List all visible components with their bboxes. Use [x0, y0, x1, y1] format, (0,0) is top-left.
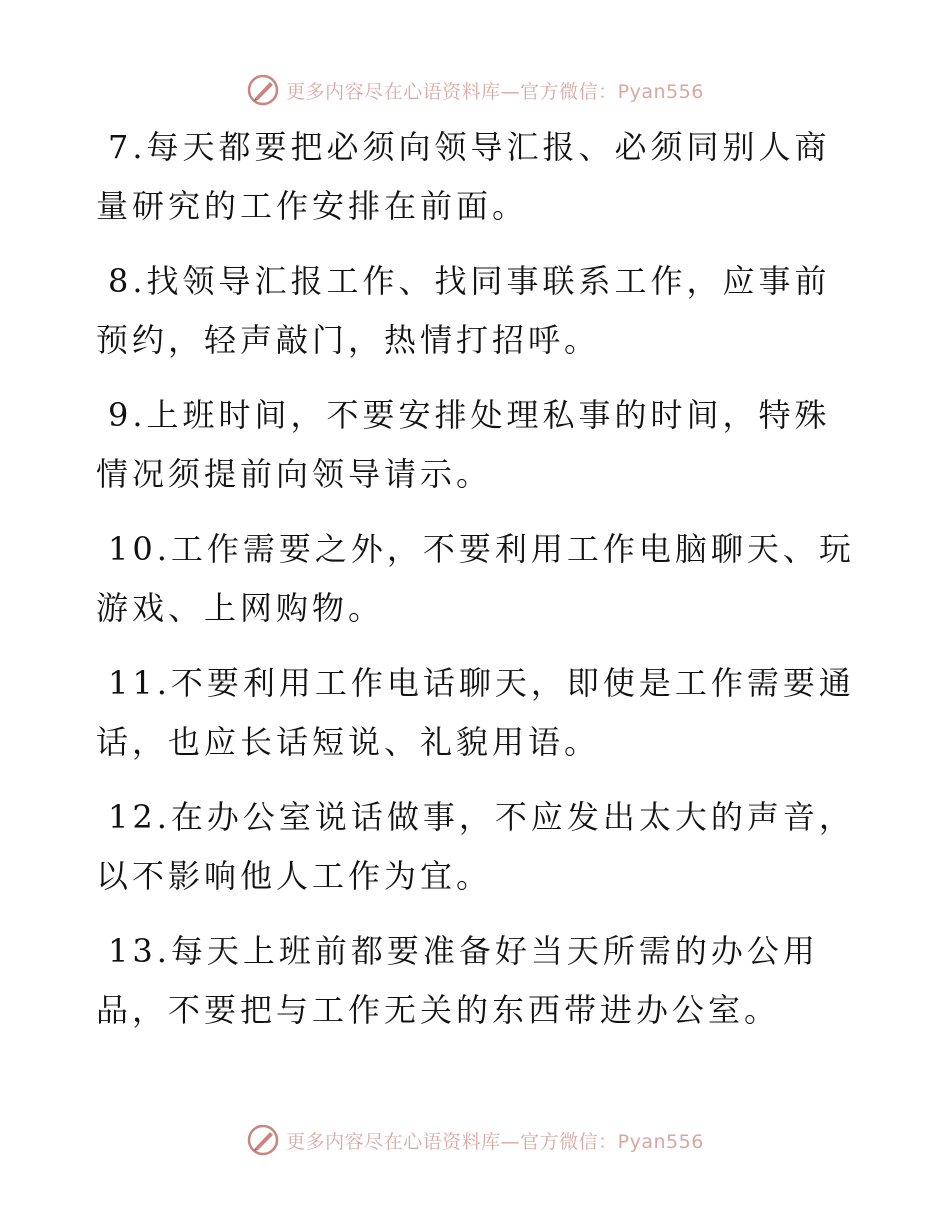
rule-item-8: 8.找领导汇报工作、找同事联系工作，应事前预约，轻声敲门，热情打招呼。 — [96, 262, 831, 359]
watermark-text: 更多内容尽在心语资料库—官方微信：Pyan556 — [286, 1130, 704, 1153]
rule-item-9: 9.上班时间，不要安排处理私事的时间，特殊情况须提前向领导请示。 — [96, 396, 831, 493]
rule-item-7: 7.每天都要把必须向领导汇报、必须同别人商量研究的工作安排在前面。 — [96, 128, 831, 225]
rule-item-13: 13.每天上班前都要准备好当天所需的办公用品，不要把与工作无关的东西带进办公室。 — [96, 932, 819, 1029]
footer-watermark — [0, 1120, 950, 1160]
rule-item-12: 12.在办公室说话做事，不应发出太大的声音，以不影响他人工作为宜。 — [96, 798, 855, 895]
pen-circle-icon — [246, 73, 280, 107]
document-body — [96, 118, 856, 1056]
header-watermark — [0, 70, 950, 110]
watermark-text: 更多内容尽在心语资料库—官方微信：Pyan556 — [286, 80, 704, 103]
rule-item-10: 10.工作需要之外，不要利用工作电脑聊天、玩游戏、上网购物。 — [96, 530, 855, 627]
rule-item-11: 11.不要利用工作电话聊天，即使是工作需要通话，也应长话短说、礼貌用语。 — [96, 664, 855, 761]
pen-circle-icon — [246, 1123, 280, 1157]
